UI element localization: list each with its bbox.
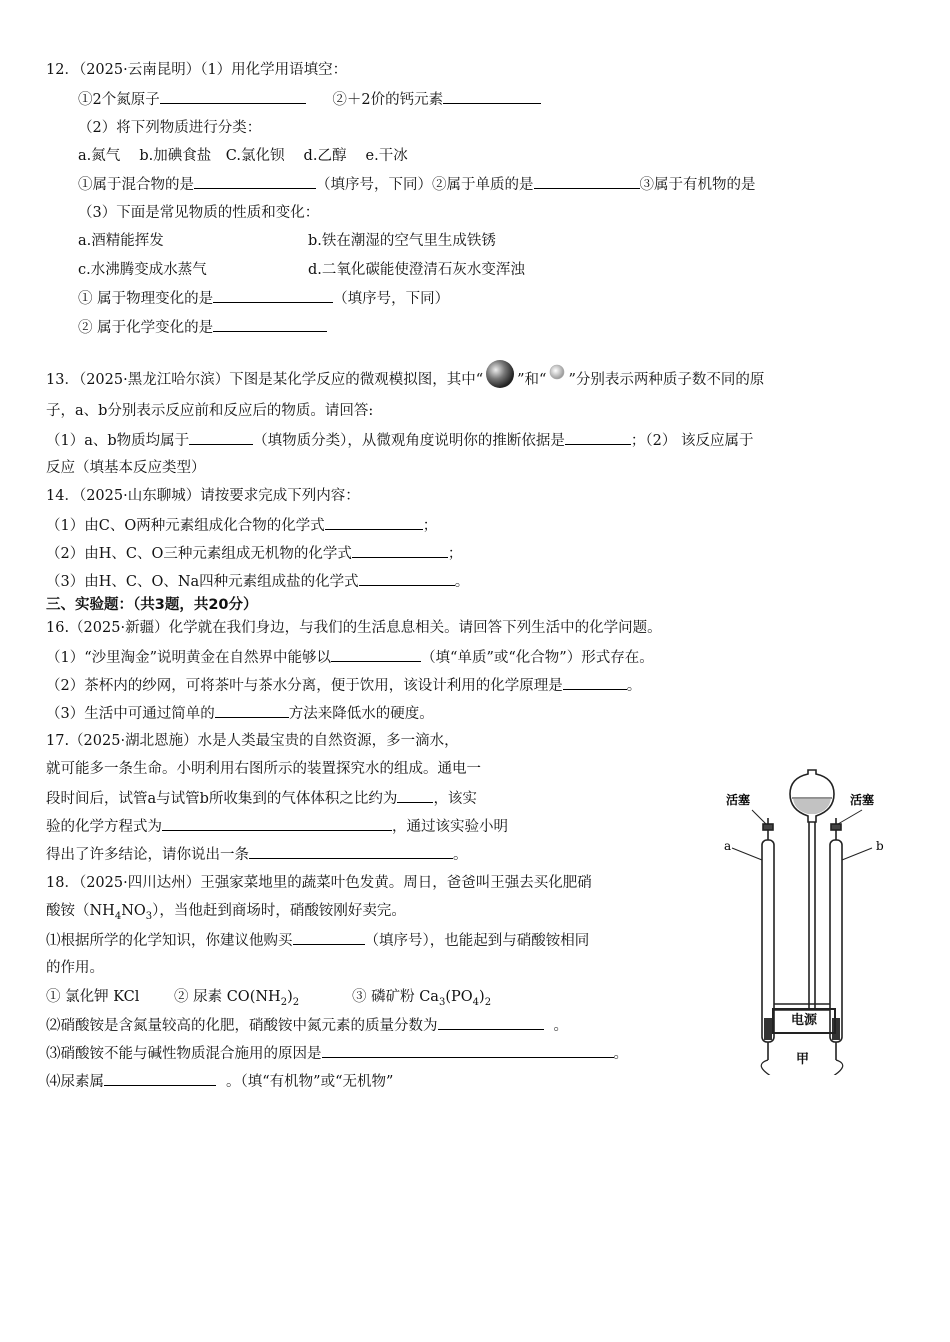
subscript: 2 — [280, 996, 288, 1008]
q18-part1b: （填序号），也能起到与硝酸铵相同 — [364, 933, 590, 949]
q14-line3 — [46, 571, 469, 592]
q14-line2 — [46, 543, 462, 564]
formula-part: ② 尿素 CO(NH — [174, 989, 281, 1005]
section-heading: 三、实验题：（共3题，共20分） — [46, 597, 258, 613]
answer-blank[interactable] — [322, 1043, 614, 1058]
punct: 。 — [626, 678, 642, 694]
q18-options — [46, 987, 491, 1013]
valve-left-label: 活塞 — [726, 793, 751, 807]
subscript: 2 — [292, 996, 300, 1008]
q12-line1 — [78, 89, 541, 110]
valve-right-label: 活塞 — [850, 793, 875, 807]
answer-blank[interactable] — [293, 930, 365, 945]
q12-physical — [78, 288, 449, 309]
formula-part: ) — [479, 989, 485, 1005]
answer-blank[interactable] — [213, 317, 327, 332]
answer-blank[interactable] — [397, 788, 433, 803]
answer-blank[interactable] — [438, 1015, 544, 1030]
q16-head: 16.（2025·新疆）化学就在我们身边，与我们的生活息息相关。请回答下列生活中的化学问题。 — [46, 620, 662, 636]
q18-line2 — [46, 901, 406, 927]
formula-part: ) — [287, 989, 293, 1005]
option-1: ① 氯化钾 KCl — [46, 989, 140, 1005]
q14-part1: （1）由C、O两种元素组成化合物的化学式 — [46, 518, 325, 534]
answer-blank[interactable] — [359, 571, 455, 586]
punct: ； — [422, 518, 438, 534]
subscript: 3 — [145, 910, 153, 922]
subscript: 4 — [114, 910, 122, 922]
q18-line7 — [46, 1071, 393, 1092]
q17-line2: 就可能多一条生命。小明利用右图所示的装置探究水的组成。通电一 — [46, 761, 481, 777]
q12-head: 12．（2025·云南昆明）（1）用化学用语填空： — [46, 62, 348, 78]
q13-line4: 反应（填基本反应类型） — [46, 460, 206, 476]
figure-caption: 甲 — [796, 1052, 810, 1067]
q12-item1: ①2个氮原子 — [78, 92, 160, 108]
punct: 。 — [453, 847, 468, 863]
q18-line3 — [46, 930, 589, 951]
q14-line1 — [46, 515, 437, 536]
q18-part1: ⑴根据所学的化学知识，你建议他购买 — [46, 933, 293, 949]
formula-part: (PO — [445, 989, 473, 1005]
q12-options-a — [78, 231, 496, 251]
q12-item2: ②＋2价的钙元素 — [332, 92, 444, 108]
q12-classify — [78, 174, 756, 195]
answer-blank[interactable] — [565, 430, 631, 445]
formula-part: NO — [121, 903, 146, 919]
option-3 — [352, 989, 492, 1008]
option-b: b.铁在潮湿的空气里生成铁锈 — [308, 233, 496, 249]
reservoir — [790, 770, 834, 822]
q12-mixture-label: ①属于混合物的是 — [78, 177, 194, 193]
option-2 — [174, 987, 352, 1013]
electrode-a — [764, 1018, 772, 1040]
q13-part1: （1）a、b物质均属于 — [46, 433, 190, 449]
chemical-change-label: ② 属于化学变化的是 — [78, 320, 214, 336]
q13-line2: 子，a、b分别表示反应前和反应后的物质。请回答: — [46, 403, 374, 419]
q16-line3 — [46, 703, 434, 724]
q12-element-label: （填序号，下同）②属于单质的是 — [316, 177, 534, 193]
answer-blank[interactable] — [443, 89, 541, 104]
punct: ； — [447, 546, 463, 562]
q17-equation-label: 验的化学方程式为 — [46, 819, 162, 835]
q16-part2: （2）茶杯内的纱网，可将茶叶与茶水分离，便于饮用，该设计利用的化学原理是 — [46, 678, 563, 694]
q16-line1 — [46, 647, 654, 668]
q18-line5 — [46, 1015, 568, 1036]
q12-chemical — [78, 317, 327, 338]
q16-line2 — [46, 675, 641, 696]
q13-text-c: ”分别表示两种质子数不同的原 — [568, 372, 765, 388]
q18-hint: 。（填“有机物”或“无机物” — [226, 1074, 394, 1090]
option-c: c.水沸腾变成水蒸气 — [78, 262, 207, 278]
answer-blank[interactable] — [215, 703, 289, 718]
q16-part1b: （填“单质”或“化合物”）形式存在。 — [421, 650, 654, 666]
answer-blank[interactable] — [160, 89, 306, 104]
answer-blank[interactable] — [104, 1071, 216, 1086]
tube-a-label: a — [724, 839, 732, 853]
q17-line1: 17.（2025·湖北恩施）水是人类最宝贵的自然资源，多一滴水， — [46, 733, 459, 749]
subscript: 3 — [438, 996, 446, 1008]
answer-blank[interactable] — [534, 174, 640, 189]
q14-part2: （2）由H、C、O三种元素组成无机物的化学式 — [46, 546, 352, 562]
q18-part4: ⑷尿素属 — [46, 1074, 104, 1090]
q18-part2: ⑵硝酸铵是含氮量较高的化肥，硝酸铵中氮元素的质量分数为 — [46, 1018, 438, 1034]
q13-part1b: （填物质分类），从微观角度说明你的推断依据是 — [253, 433, 565, 449]
q18-line4: 的作用。 — [46, 960, 104, 976]
tube-b-label: b — [876, 839, 884, 853]
answer-blank[interactable] — [213, 288, 333, 303]
answer-blank[interactable] — [563, 675, 627, 690]
power-source-label: 电源 — [772, 1008, 836, 1034]
q12-organic-label: ③属于有机物的是 — [639, 177, 756, 193]
q12-options: a.氮气 b.加碘食盐 C.氯化钡 d.乙醇 e.干冰 — [78, 148, 408, 164]
q16-part3b: 方法来降低水的硬度。 — [288, 706, 434, 722]
q13-text-b: ”和“ — [517, 372, 547, 388]
answer-blank[interactable] — [194, 174, 316, 189]
subscript: 4 — [472, 996, 480, 1008]
answer-blank[interactable] — [352, 543, 448, 558]
formula-part: 酸铵（NH — [46, 903, 115, 919]
fill-hint: （填序号，下同） — [333, 291, 450, 307]
physical-change-label: ① 属于物理变化的是 — [78, 291, 214, 307]
answer-blank[interactable] — [249, 844, 453, 859]
q17-conclusion-label: 得出了许多结论，请你说出一条 — [46, 847, 249, 863]
q17-line5 — [46, 844, 468, 865]
q17-line4 — [46, 816, 508, 837]
q17-ratio-label: 段时间后，试管a与试管b所收集到的气体体积之比约为 — [46, 791, 398, 807]
answer-blank[interactable] — [325, 515, 423, 530]
q17-text: ，该实 — [433, 791, 477, 807]
subscript: 2 — [484, 996, 492, 1008]
answer-blank[interactable] — [189, 430, 253, 445]
option-d: d.二氧化碳能使澄清石灰水变浑浊 — [308, 262, 525, 278]
answer-blank[interactable] — [162, 816, 392, 831]
q13-text-a: 13．（2025·黑龙江哈尔滨）下图是某化学反应的微观模拟图，其中“ — [46, 372, 484, 388]
q17-text: ，通过该实验小明 — [392, 819, 508, 835]
q13-part2: ；（2） 该反应属于 — [630, 433, 754, 449]
q13-line3 — [46, 430, 754, 451]
q13-head — [46, 370, 764, 390]
answer-blank[interactable] — [331, 647, 421, 662]
q12-part2: （2）将下列物质进行分类： — [78, 120, 262, 136]
option-a: a.酒精能挥发 — [78, 233, 164, 249]
small-atom-icon — [546, 362, 568, 384]
q12-options-c — [78, 260, 525, 280]
q16-part3: （3）生活中可通过简单的 — [46, 706, 215, 722]
q18-part3: ⑶硝酸铵不能与碱性物质混合施用的原因是 — [46, 1046, 322, 1062]
q12-part3: （3）下面是常见物质的性质和变化： — [78, 205, 320, 221]
formula-part: ③ 磷矿粉 Ca — [352, 989, 439, 1005]
q18-text: ），当他赶到商场时，硝酸铵刚好卖完。 — [152, 903, 406, 919]
q16-part1: （1）“沙里淘金”说明黄金在自然界中能够以 — [46, 650, 332, 666]
q14-head: 14．（2025·山东聊城）请按要求完成下列内容： — [46, 488, 360, 504]
q17-line3 — [46, 788, 477, 809]
q14-part3: （3）由H、C、O、Na四种元素组成盐的化学式 — [46, 574, 359, 590]
large-atom-icon — [483, 359, 517, 389]
punct: 。 — [553, 1018, 568, 1034]
q18-line6 — [46, 1043, 628, 1064]
punct: 。 — [613, 1046, 628, 1062]
punct: 。 — [454, 574, 470, 590]
q18-line1: 18．（2025·四川达州）王强家菜地里的蔬菜叶色发黄。周日，爸爸叫王强去买化肥硝 — [46, 875, 592, 891]
